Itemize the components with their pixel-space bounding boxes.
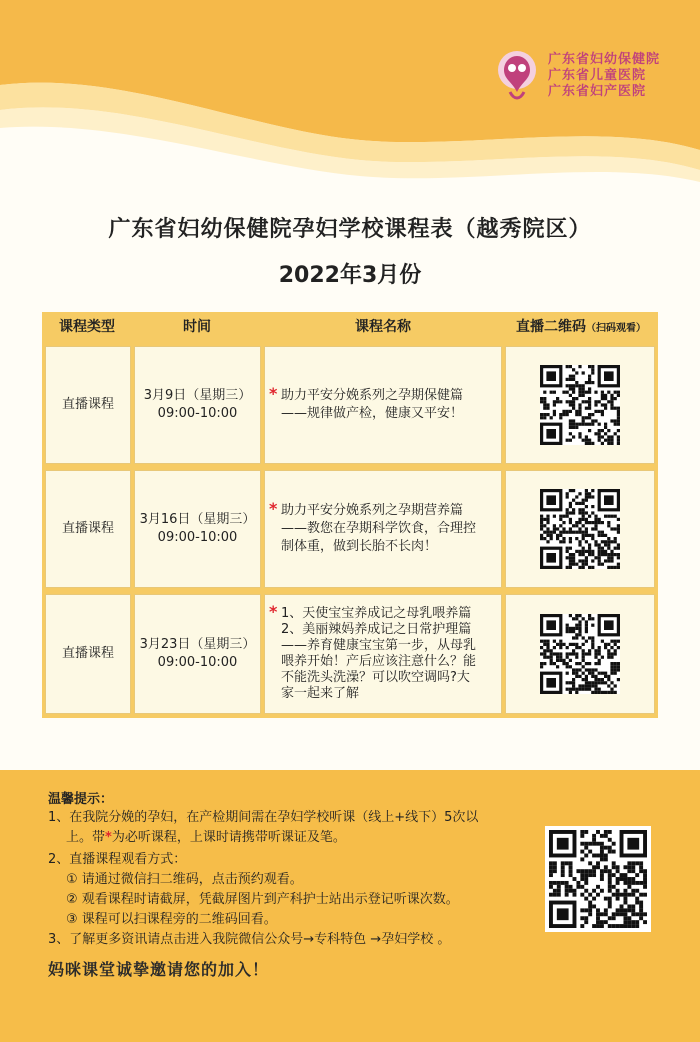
header-time: 时间 <box>183 319 211 335</box>
course-clock: 09:00-10:00 <box>157 530 238 545</box>
logo-line: 广东省妇产医院 <box>547 83 646 99</box>
logo-line: 广东省妇幼保健院 <box>547 51 660 67</box>
course-name-line: ——养育健康宝宝第一步，从母乳 <box>281 638 477 653</box>
course-qr-cell <box>505 594 655 714</box>
course-qr-cell <box>505 346 655 464</box>
hospital-logo <box>492 48 660 102</box>
tip-subitem: ② 观看课程时请截屏，凭截屏图片到产科护士站出示登记听课次数。 <box>66 892 459 907</box>
tip-item: 2、直播课程观看方式： <box>48 852 187 867</box>
invitation-text: 妈咪课堂诚挚邀请您的加入！ <box>48 960 270 979</box>
course-type: 直播课程 <box>45 594 131 714</box>
course-name-line: 2、美丽辣妈养成记之日常护理篇 <box>281 622 472 637</box>
qr-code-icon[interactable] <box>540 489 620 569</box>
hospital-logo-icon <box>492 48 542 102</box>
course-name-line: 不能洗头洗澡？可以吹空调吗?大 <box>281 670 470 685</box>
wechat-qr-code[interactable] <box>545 826 651 932</box>
course-date: 3月16日（星期三） <box>139 512 256 527</box>
course-name-line: 助力平安分娩系列之孕期营养篇 <box>281 503 464 518</box>
page-title: 广东省妇幼保健院孕妇学校课程表（越秀院区） <box>108 217 592 242</box>
tip-subitem: ③ 课程可以扫课程旁的二维码回看。 <box>66 912 277 927</box>
tip-item: 3、了解更多资讯请点击进入我院微信公众号→专科特色 →孕妇学校 。 <box>48 932 451 947</box>
course-clock: 09:00-10:00 <box>157 406 238 421</box>
course-name <box>264 594 502 714</box>
course-name <box>264 346 502 464</box>
header-type: 课程类型 <box>59 319 115 335</box>
tip-text: 为必听课程，上课时请携带听课证及笔。 <box>111 830 346 845</box>
course-table <box>42 312 658 718</box>
course-time <box>134 594 261 714</box>
qr-code-icon[interactable] <box>540 614 620 694</box>
course-date: 3月23日（星期三） <box>139 637 256 652</box>
qr-code-icon[interactable] <box>540 365 620 445</box>
header-name: 课程名称 <box>355 319 411 335</box>
course-date: 3月9日（星期三） <box>143 388 252 403</box>
course-name <box>264 470 502 588</box>
tip-item: 1、在我院分娩的孕妇，在产检期间需在孕妇学校听课（线上+线下）5次以 <box>48 810 479 825</box>
header-qr <box>504 312 658 342</box>
tip-text: 上。带 <box>66 830 106 845</box>
page-subtitle: 2022年3月份 <box>278 263 422 288</box>
required-star-icon: * <box>269 384 278 403</box>
logo-line: 广东省儿童医院 <box>547 67 646 83</box>
course-name-line: 助力平安分娩系列之孕期保健篇 <box>281 388 464 403</box>
course-clock: 09:00-10:00 <box>157 655 238 670</box>
header-qr-note: （扫码观看） <box>586 323 646 334</box>
course-name-line: 制体重，做到长胎不长肉！ <box>281 539 438 554</box>
required-star-icon: * <box>269 602 278 621</box>
course-type: 直播课程 <box>45 346 131 464</box>
logo-text <box>548 52 660 99</box>
course-time <box>134 470 261 588</box>
required-star-icon: * <box>269 499 278 518</box>
header-qr-label: 直播二维码 <box>516 319 586 335</box>
tip-item <box>66 828 346 848</box>
course-name-line: 家一起来了解 <box>281 686 360 701</box>
table-header <box>42 312 658 342</box>
required-star-icon: * <box>105 830 112 845</box>
course-type: 直播课程 <box>45 470 131 588</box>
course-name-line: ——规律做产检，健康又平安！ <box>281 406 464 421</box>
tips-title: 温馨提示： <box>48 792 114 807</box>
course-name-line: 喂养开始！产后应该注意什么？能 <box>281 654 477 669</box>
course-time <box>134 346 261 464</box>
course-name-line: ——教您在孕期科学饮食，合理控 <box>281 521 477 536</box>
qr-code-icon[interactable] <box>549 830 647 928</box>
course-qr-cell <box>505 470 655 588</box>
tip-subitem: ① 请通过微信扫二维码，点击预约观看。 <box>66 872 303 887</box>
course-name-line: 1、天使宝宝养成记之母乳喂养篇 <box>281 606 472 621</box>
